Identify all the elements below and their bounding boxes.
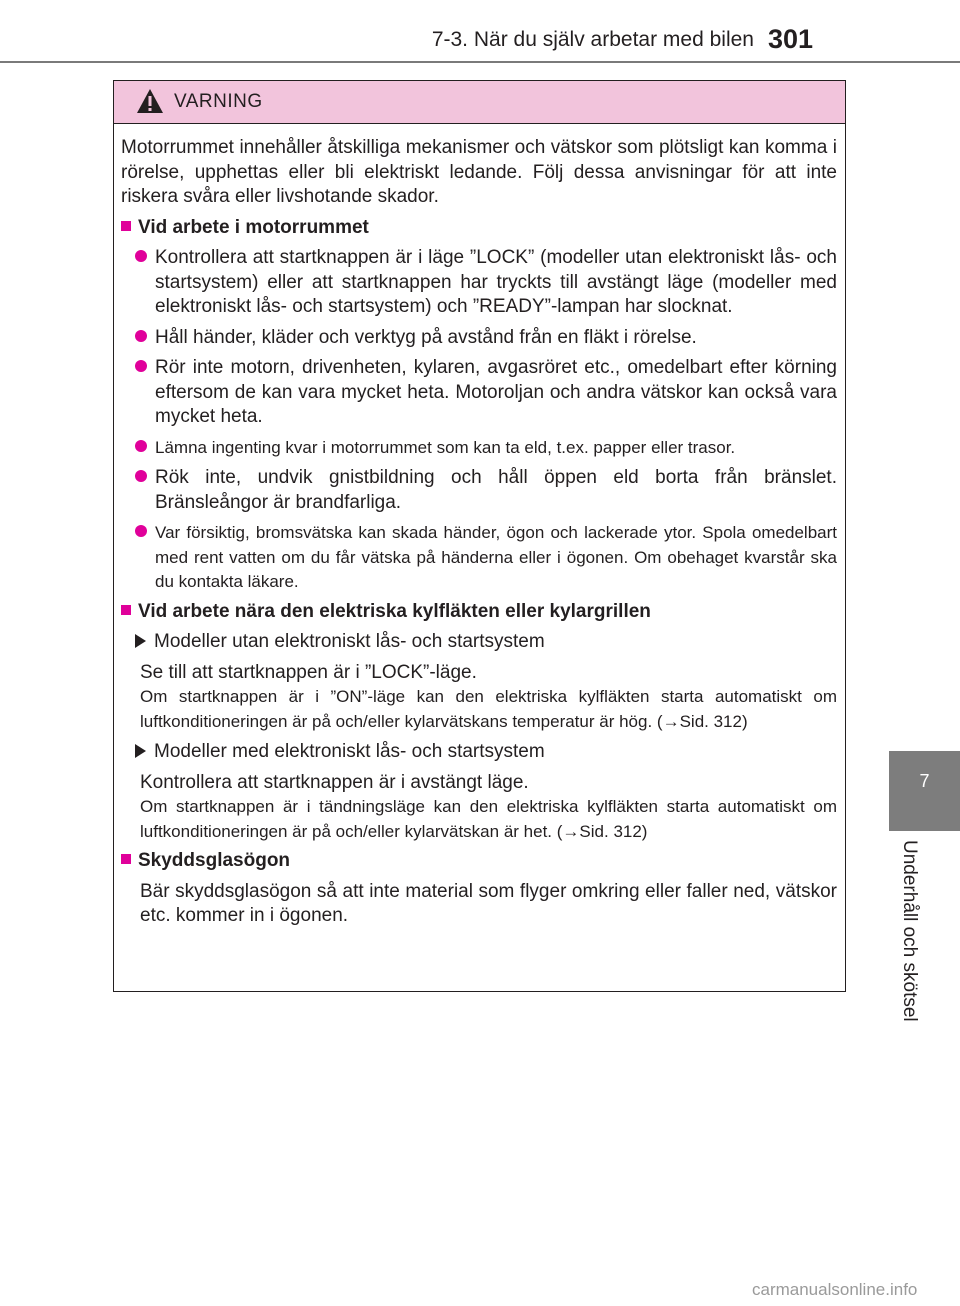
round-bullet-icon: [135, 470, 147, 482]
warning-body: [114, 124, 845, 929]
page-reference: (→Sid. 312): [556, 821, 648, 841]
model1-detail: [140, 685, 837, 734]
bullet-text: Rör inte motorn, drivenheten, kylaren, avgasröret etc., omedelbart efter körning eftersom de kan vara mycket heta. Motoroljan och andra vätskor kan också vara mycket heta.: [155, 357, 837, 427]
section-heading: [121, 849, 837, 874]
bullet-text: Rök inte, undvik gnistbildning och håll öppen eld borta från bränslet. Bränsleångor är brandfarliga.: [155, 467, 837, 513]
round-bullet-icon: [135, 440, 147, 452]
model2-detail: [140, 795, 837, 844]
section-title-cooling-fan: Vid arbete nära den elektriska kylfläkten eller kylargrillen: [138, 600, 651, 622]
bullet-text: Lämna ingenting kvar i motorrummet som kan ta eld, t.ex. papper eller trasor.: [155, 437, 736, 457]
arrow-right-icon: →: [662, 711, 680, 731]
model-variant-text: Modeller med elektroniskt lås- och startsystem: [154, 741, 545, 762]
round-bullet-icon: [135, 250, 147, 262]
model-variant-label: [135, 630, 837, 655]
round-bullet-icon: [135, 360, 147, 372]
warning-intro: Motorrummet innehåller åtskilliga mekanismer och vätskor som plötsligt kan komma i rörelse, upphettas eller bli elektriskt ledande. Följ dessa anvisningar för att inte riskera svåra eller livshotande skador.: [121, 137, 837, 207]
model2-detail-text: Om startknappen är i tändningsläge kan den elektriska kylfläkten starta automatiskt om luftkonditioneringen är på och/eller kylarvätskan är het.: [140, 797, 837, 841]
chapter-label: Underhåll och skötsel: [899, 840, 920, 1022]
bullet-text: Kontrollera att startknappen är i läge ”LOCK” (modeller utan elektroniskt lås- och startsystem) eller att startknappen har tryckts till avstängt läge (modeller med elektroniskt lås- och startsystem) och ”READY”-lampan har slocknat.: [155, 247, 837, 317]
header-rule: [0, 61, 960, 63]
round-bullet-icon: [135, 525, 147, 537]
warning-title: VARNING: [174, 91, 263, 112]
model1-instruction: Se till att startknappen är i ”LOCK”-läge.: [140, 661, 477, 683]
section-title: 7-3. När du själv arbetar med bilen: [431, 28, 754, 51]
list-item: [135, 436, 837, 461]
bullet-text: Håll händer, kläder och verktyg på avstånd från en fläkt i rörelse.: [155, 326, 697, 348]
round-bullet-icon: [135, 330, 147, 342]
bullet-text: Var försiktig, bromsvätska kan skada händer, ögon och lackerade ytor. Spola omedelbart med rent vatten om du får vätska på händerna eller i ögonen. Om obehaget kvarstår ska du kontakta läkare.: [155, 523, 837, 591]
section-title-goggles: Skyddsglasögon: [138, 850, 291, 871]
triangle-arrow-icon: [135, 744, 146, 758]
chapter-number: 7: [919, 771, 930, 791]
page-number: 301: [768, 24, 814, 54]
warning-triangle-icon: [136, 88, 164, 114]
model2-instruction: Kontrollera att startknappen är i avstängt läge.: [140, 771, 529, 793]
model-variant-text: Modeller utan elektroniskt lås- och startsystem: [154, 631, 545, 652]
section-heading: [121, 600, 837, 625]
model1-detail-text: Om startknappen är i ”ON”-läge kan den elektriska kylfläkten starta automatiskt om luftkonditioneringen är på och/eller kylarvätskans temperatur är hög.: [140, 687, 837, 731]
list-item: [135, 246, 837, 320]
watermark: carmanualsonline.info: [752, 1280, 918, 1299]
model-variant-label: [135, 740, 837, 765]
list-item: [135, 521, 837, 595]
warning-box: [113, 80, 846, 992]
page-reference: (→Sid. 312): [656, 711, 748, 731]
triangle-arrow-icon: [135, 634, 146, 648]
square-bullet-icon: [121, 221, 131, 231]
warning-header: [114, 81, 845, 124]
list-item: [135, 466, 837, 515]
arrow-right-icon: →: [562, 821, 580, 841]
list-item: [135, 356, 837, 430]
list-item: [135, 326, 837, 351]
section-title-engine-room: Vid arbete i motorrummet: [138, 216, 369, 238]
square-bullet-icon: [121, 854, 131, 864]
goggles-text: Bär skyddsglasögon så att inte material som flyger omkring eller faller ned, vätskor etc. kommer in i ögonen.: [140, 880, 837, 926]
square-bullet-icon: [121, 605, 131, 615]
chapter-tab: [889, 751, 960, 831]
section-heading: [121, 216, 837, 241]
